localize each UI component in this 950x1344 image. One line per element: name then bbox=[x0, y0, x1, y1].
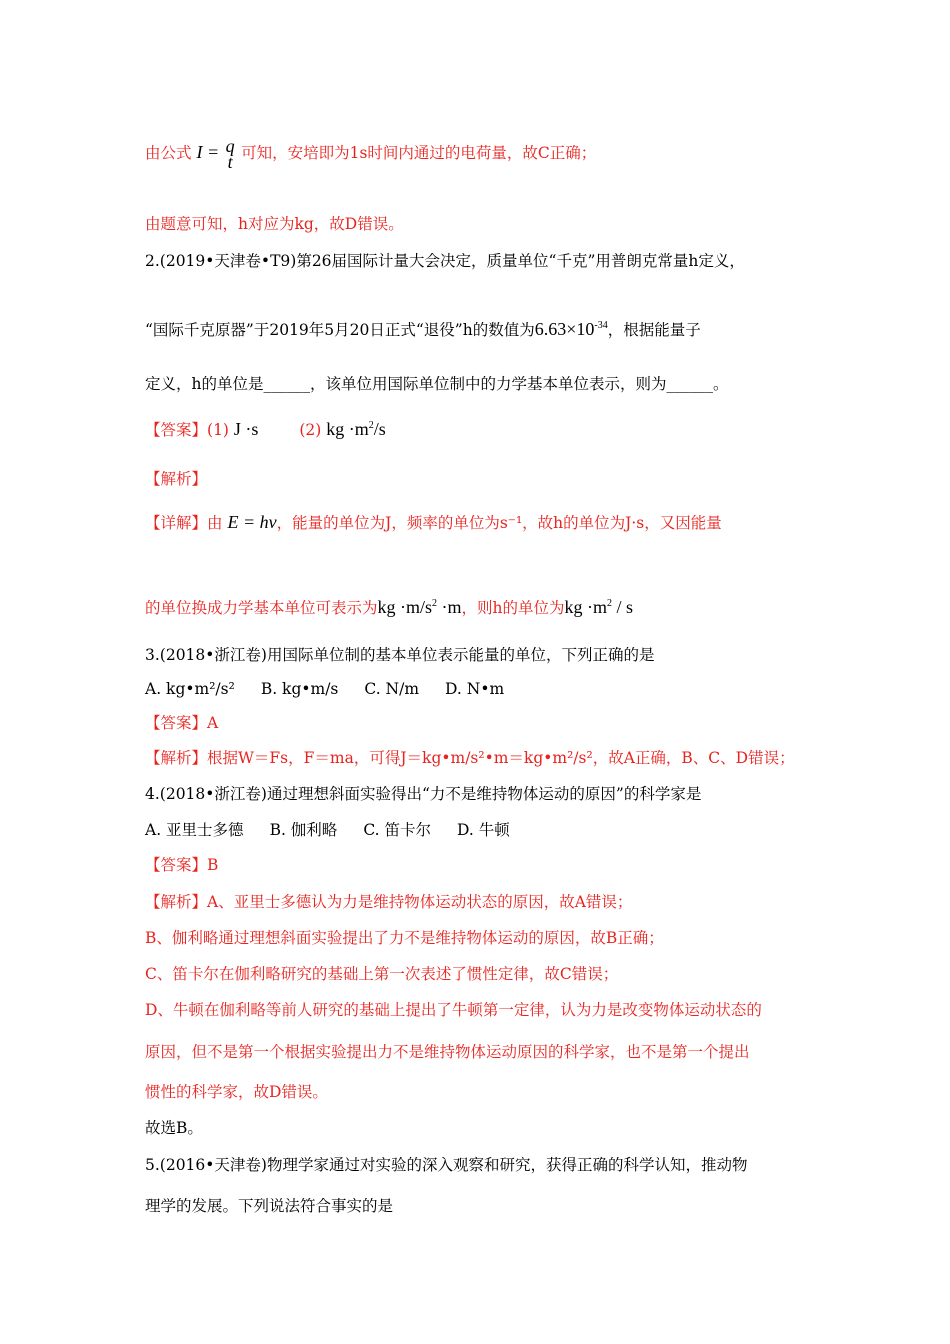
q4-analysis-a: 【解析】A、亚里士多德认为力是维持物体运动状态的原因，故A错误； bbox=[145, 893, 633, 911]
q5-stem-2: 理学的发展。下列说法符合事实的是 bbox=[145, 1197, 394, 1215]
q2-stem-2 bbox=[145, 316, 810, 340]
line-h-kg: 由题意可知，h对应为kg，故D错误。 bbox=[145, 215, 404, 233]
option-b: B. 伽利略 bbox=[269, 821, 338, 839]
q2-analysis-label: 【解析】 bbox=[145, 470, 208, 488]
option-d: D. 牛顿 bbox=[456, 821, 510, 839]
q3-analysis: 【解析】根据W＝Fs，F＝ma，可得J＝kg•m/s²•m＝kg•m²/s²，故A正确，B、C、D错误； bbox=[145, 749, 795, 767]
line-formula-i bbox=[145, 138, 810, 170]
option-d: D. N•m bbox=[445, 680, 505, 698]
option-b: B. kg•m/s bbox=[260, 680, 339, 698]
q4-analysis-d: D、牛顿在伽利略等前人研究的基础上提出了牛顿第一定律，认为力是改变物体运动状态的 bbox=[145, 1001, 762, 1019]
answer-1-unit: J ·s bbox=[233, 419, 259, 439]
formula-e-hv: E = hν bbox=[227, 512, 277, 532]
q3-stem: 3.(2018•浙江卷)用国际单位制的基本单位表示能量的单位，下列正确的是 bbox=[145, 646, 655, 664]
q4-answer: 【答案】B bbox=[145, 856, 219, 874]
q2-detail-2: 的单位换成力学基本单位可表示为kg $\cdot m/s^2 \cdot m$，则h的单位为kg $\cdot m^2 / s$ bbox=[145, 597, 634, 617]
q4-choice: 故选B。 bbox=[145, 1119, 203, 1137]
formula-i-q-t bbox=[196, 136, 241, 172]
q4-analysis-c: C、笛卡尔在伽利略研究的基础上第一次表述了惯性定律，故C错误； bbox=[145, 965, 619, 983]
option-a: A. kg•m²/s² bbox=[145, 680, 235, 698]
q2-answer: 【答案】(1) J ·s (2) kg $\cdot m^2/s$ bbox=[145, 419, 386, 439]
numerator: q bbox=[225, 136, 235, 156]
option-c: C. N/m bbox=[364, 680, 420, 698]
unit-result: kg $\cdot m^2 / s$ bbox=[564, 597, 634, 617]
q4-analysis-d-end: 惯性的科学家，故D错误。 bbox=[145, 1083, 328, 1101]
q2-detail-1: 【详解】由 E = hν，能量的单位为J，频率的单位为s⁻¹，故h的单位为J·s，又因能量 bbox=[145, 512, 722, 532]
h-value: $6.63\times 10^{-34}$ bbox=[534, 319, 608, 339]
answer-2-unit: kg $\cdot m^2/s$ bbox=[326, 419, 386, 439]
q3-answer: 【答案】A bbox=[145, 714, 219, 732]
text: 由公式 bbox=[145, 144, 192, 163]
option-a: A. 亚里士多德 bbox=[145, 821, 244, 839]
q4-options bbox=[145, 820, 810, 840]
text: 可知，安培即为1s时间内通过的电荷量，故C正确； bbox=[241, 144, 597, 163]
q4-analysis-b: B、伽利略通过理想斜面实验提出了力不是维持物体运动的原因，故B正确； bbox=[145, 929, 664, 947]
fraction bbox=[226, 138, 235, 170]
text: “国际千克原器”于2019年5月20日正式“退役”h的数值为 bbox=[145, 321, 535, 339]
unit-expression: kg $\cdot m/s^2 \cdot m$ bbox=[377, 597, 462, 617]
q2-stem-1: 2.(2019•天津卷•T9)第26届国际计量大会决定，质量单位“千克”用普朗克常量h定义， bbox=[145, 252, 745, 270]
q3-options bbox=[145, 679, 810, 699]
formula-lhs: I = bbox=[196, 142, 220, 163]
q4-analysis-d-cont: 原因，但不是第一个根据实验提出力不是维持物体运动原因的科学家，也不是第一个提出 bbox=[145, 1043, 750, 1061]
q4-stem: 4.(2018•浙江卷)通过理想斜面实验得出“力不是维持物体运动的原因”的科学家是 bbox=[145, 785, 702, 803]
text: ，根据能量子 bbox=[607, 321, 701, 339]
q5-stem-1: 5.(2016•天津卷)物理学家通过对实验的深入观察和研究，获得正确的科学认知，推动物 bbox=[145, 1156, 748, 1174]
q2-stem-3: 定义，h的单位是______，该单位用国际单位制中的力学基本单位表示，则为______。 bbox=[145, 375, 729, 393]
option-c: C. 笛卡尔 bbox=[363, 821, 431, 839]
denominator: t bbox=[227, 152, 233, 172]
